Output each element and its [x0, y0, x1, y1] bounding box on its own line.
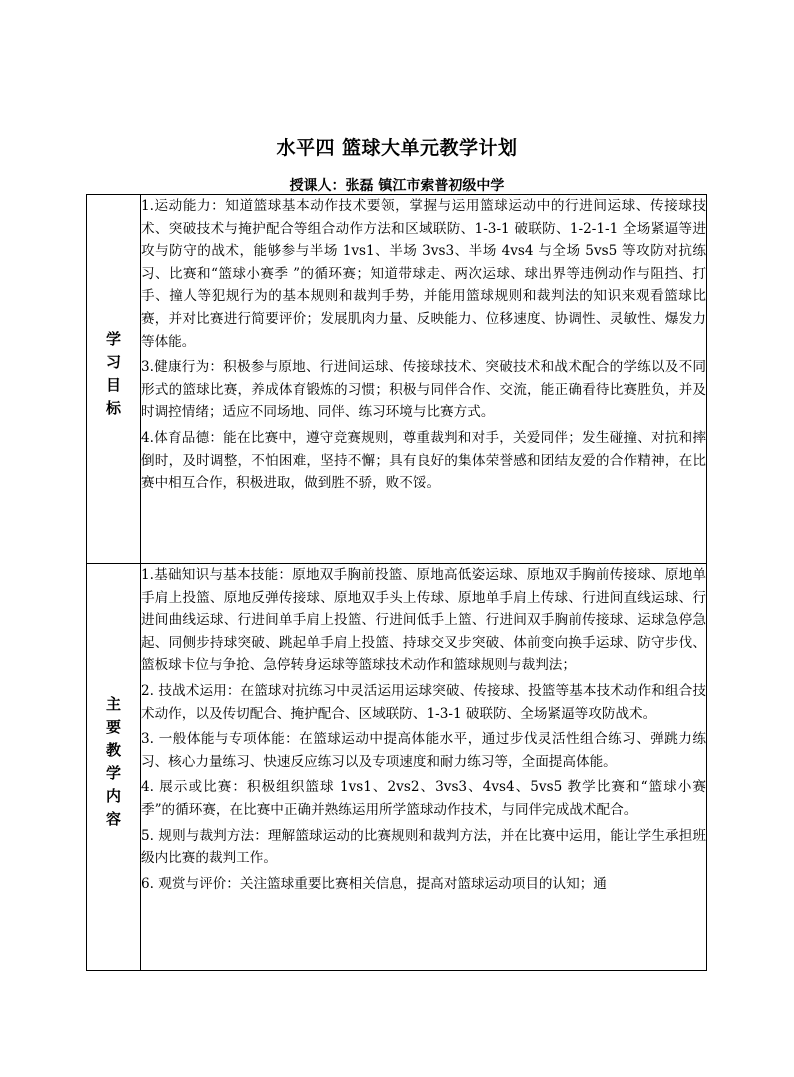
goal-paragraph-sports-ethics: 4.体育品德：能在比赛中，遵守竞赛规则，尊重裁判和对手，关爱同伴；发生碰撞、对抗和摔倒时，及时调整，不怕困难，坚持不懈；具有良好的集体荣誉感和团结友爱的合作精神，在比赛中相互合作，积极进取，做到胜不骄，败不馁。	[141, 429, 706, 492]
goal-paragraph-health-behavior: 3.健康行为：积极参与原地、行进间运球、传接球技术、突破技术和战术配合的学练以及不同形式的篮球比赛，养成体育锻炼的习惯；积极与同伴合作、交流，能正确看待比赛胜负，并及时调控情绪；适应不同场地、同伴、练习环境与比赛方式。	[141, 359, 706, 421]
content-paragraph-basic-skills: 1.基础知识与基本技能：原地双手胸前投篮、原地高低姿运球、原地双手胸前传接球、原地单手肩上投篮、原地反弹传接球、原地双手头上传球、原地单手肩上传球、行进间直线运球、行进间曲线运球、行进间单手肩上投篮、行进间低手上篮、行进间双手胸前传接球、运球急停急起、同侧步持球突破、跳起单手肩上投篮、持球交叉步突破、体前变向换手运球、防守步伐、篮板球卡位与争抢、急停转身运球等篮球技术动作和篮球规则与裁判法；	[141, 567, 706, 674]
content-paragraph-fitness: 3. 一般体能与专项体能：在篮球运动中提高体能水平，通过步伐灵活性组合练习、弹跳力练习、核心力量练习、快速反应练习以及专项速度和耐力练习等，全面提高体能。	[141, 731, 706, 770]
row-label-cell	[87, 195, 141, 564]
goal-paragraph-motor-ability: 1.运动能力：知道篮球基本动作技术要领，掌握与运用篮球运动中的行进间运球、传接球技术、突破技术与掩护配合等组合动作方法和区域联防、1-3-1 破联防、1-2-1-1 全场紧逼等进攻与防守的战术，能够参与半场 1vs1、半场 3vs3、半场 4vs4 与全场 5vs5 等攻防对抗练习、比赛和“篮球小赛季 ”的循环赛；知道带球走、两次运球、球出界等违例动作与阻挡、打手、撞人等犯规行为的基本规则和裁判手势，并能用篮球规则和裁判法的知识来观看篮球比赛，并对比赛进行简要评价；发展肌肉力量、反映能力、位移速度、协调性、灵敏性、爆发力等体能。	[141, 198, 706, 350]
learning-goals-label: 学习目标	[104, 331, 122, 423]
main-content-label: 主要教学内容	[104, 696, 122, 834]
content-paragraph-competition: 4. 展示或比赛：积极组织篮球 1vs1、2vs2、3vs3、4vs4、5vs5 教学比赛和“篮球小赛季”的循环赛，在比赛中正确并熟练运用所学篮球动作技术，与同伴完成战术配合。	[141, 779, 706, 818]
row-label-cell	[87, 564, 141, 971]
main-content-content	[141, 564, 707, 971]
main-content-clip	[141, 564, 706, 967]
content-paragraph-tactics: 2. 技战术运用：在篮球对抗练习中灵活运用运球突破、传接球、投篮等基本技术动作和组合技术动作，以及传切配合、掩护配合、区域联防、1-3-1 破联防、全场紧逼等攻防战术。	[141, 682, 706, 722]
teaching-plan-table	[86, 194, 707, 971]
learning-goals-content	[141, 195, 707, 564]
document-title: 水平四 篮球大单元教学计划	[276, 137, 518, 159]
table-row-learning-goals	[87, 195, 707, 564]
table-row-main-content	[87, 564, 707, 971]
document-subtitle: 授课人：张磊 镇江市索普初级中学	[289, 178, 505, 194]
content-paragraph-appreciation: 6. 观赏与评价：关注篮球重要比赛相关信息，提高对篮球运动项目的认知；通	[141, 875, 607, 892]
content-paragraph-rules: 5. 规则与裁判方法：理解篮球运动的比赛规则和裁判方法，并在比赛中运用，能让学生承担班级内比赛的裁判工作。	[141, 827, 706, 867]
